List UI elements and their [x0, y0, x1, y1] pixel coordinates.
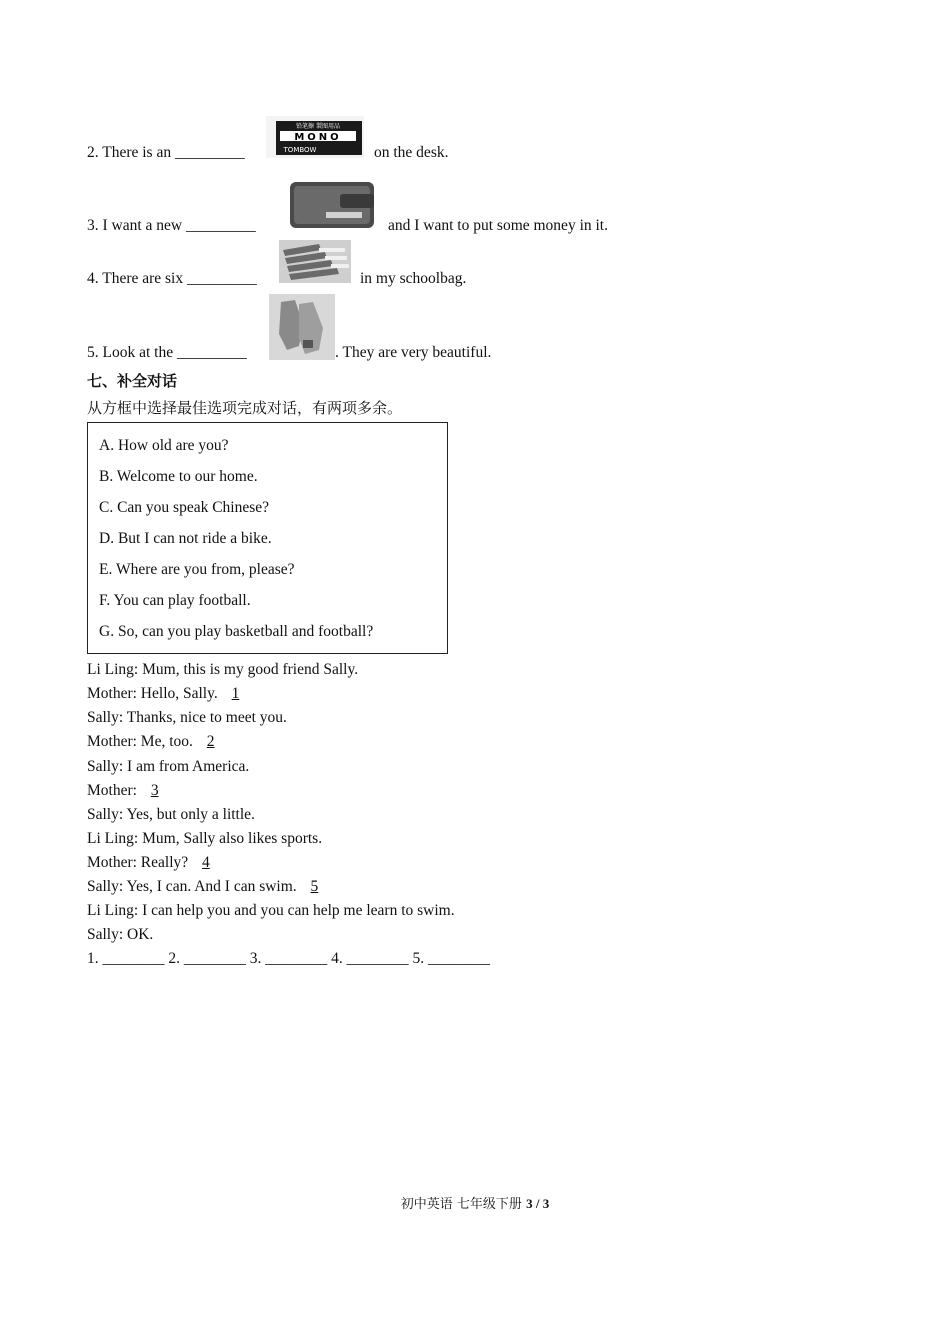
- dialogue-line: Sally: OK.: [87, 926, 154, 943]
- question-4-after: in my schoolbag.: [360, 270, 467, 287]
- option-f: F. You can play football.: [99, 592, 251, 609]
- dialogue-line: Li Ling: I can help you and you can help me learn to swim.: [87, 902, 455, 919]
- eraser-image: [266, 116, 364, 158]
- dialogue-blank[interactable]: 5: [310, 878, 319, 895]
- dialogue-line: Mother: 3: [87, 782, 169, 800]
- page-footer: [0, 1193, 950, 1212]
- question-2: [87, 144, 245, 162]
- dialogue-blank[interactable]: 1: [231, 685, 240, 702]
- option-e: E. Where are you from, please?: [99, 561, 295, 578]
- dialogue-line: Li Ling: Mum, Sally also likes sports.: [87, 830, 323, 847]
- section-instruction: 从方框中选择最佳选项完成对话，有两项多余。: [87, 399, 403, 417]
- option-d: D. But I can not ride a bike.: [99, 530, 272, 547]
- dialogue-line: Sally: Yes, I can. And I can swim. 5: [87, 878, 328, 896]
- option-a: A. How old are you?: [99, 437, 229, 454]
- question-5-after: . They are very beautiful.: [335, 344, 492, 361]
- footer-text: 初中英语 七年级下册: [400, 1197, 522, 1212]
- page-number: 3 / 3: [526, 1196, 550, 1211]
- dialogue-line: Sally: I am from America.: [87, 758, 250, 775]
- options-box: [87, 422, 448, 654]
- crayons-image: [279, 240, 351, 283]
- dialogue-line: Mother: Hello, Sally. 1: [87, 685, 249, 703]
- question-3-after: and I want to put some money in it.: [388, 217, 608, 234]
- eraser-maker-text: TOMBOW: [283, 146, 317, 154]
- dialogue-line: Mother: Really? 4: [87, 854, 220, 872]
- option-b: B. Welcome to our home.: [99, 468, 258, 485]
- option-c: C. Can you speak Chinese?: [99, 499, 270, 516]
- question-5-before: 5. Look at the _________: [87, 344, 247, 361]
- question-2-before: 2. There is an _________: [87, 144, 245, 161]
- dialogue-blank[interactable]: 4: [202, 854, 210, 871]
- eraser-top-text: 铅笔擦 製图用品: [296, 123, 340, 130]
- eraser-brand-text: MONO: [294, 132, 342, 143]
- question-3-before: 3. I want a new _________: [87, 217, 256, 234]
- dialogue-line: Mother: Me, too. 2: [87, 733, 225, 751]
- dialogue-line: Li Ling: Mum, this is my good friend Sally.: [87, 661, 359, 678]
- answer-line[interactable]: 1. ________ 2. ________ 3. ________ 4. ________ 5. ________: [87, 950, 490, 967]
- section-title: 七、补全对话: [87, 372, 178, 390]
- dialogue-blank[interactable]: 2: [206, 733, 215, 750]
- question-4-before: 4. There are six _________: [87, 270, 257, 287]
- dialogue-line: Sally: Thanks, nice to meet you.: [87, 709, 287, 726]
- option-g: G. So, can you play basketball and football?: [99, 623, 374, 640]
- dialogue-line: Sally: Yes, but only a little.: [87, 806, 255, 823]
- question-2-after: on the desk.: [374, 144, 449, 161]
- wallet-image: [286, 176, 378, 232]
- dialogue-blank[interactable]: 3: [150, 782, 159, 799]
- gloves-image: [269, 294, 335, 360]
